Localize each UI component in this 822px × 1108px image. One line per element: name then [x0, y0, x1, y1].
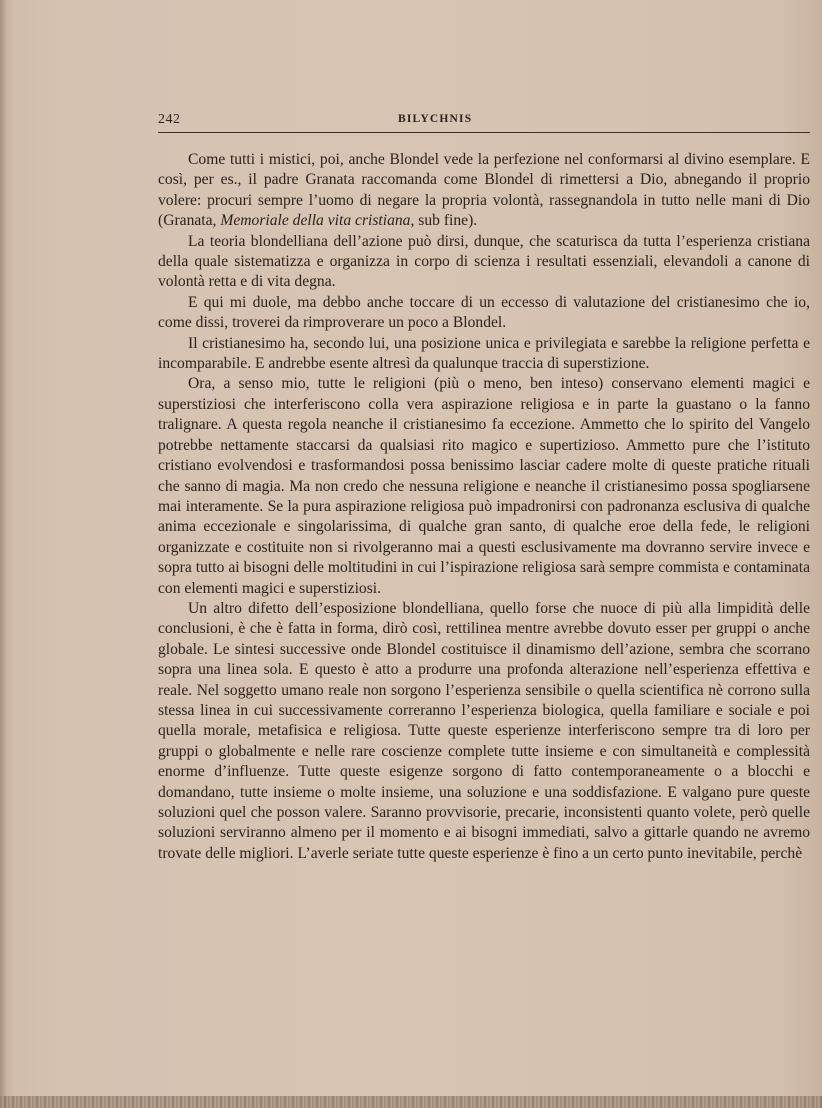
paragraph-6: Un altro difetto dell’esposizione blondelliana, quello forse che nuoce di più alla limpidità delle conclusioni, è che è fatta in forma, dirò così, rettilinea mentre avrebbe dovuto esser per gruppi o anche globale. Le sintesi successive onde Blondel costituisce il dinamismo dell’azione, sembra che scorrano sopra una linea sola. E questo è atto a produrre una profonda alterazione nell’esperienza effettiva e reale. Nel soggetto umano reale non sorgono l’esperienza sensibile o quella scientifica nè corrono sulla stessa linea in cui successivamente correranno l’esperienza biologica, quella familiare e sociale e poi quella morale, metafisica e religiosa. Tutte queste esperienze interferiscono sempre tra di loro per gruppi o globalmente e nelle rare coscienze complete tutte insieme e con simultaneità e complessità enorme d’influenze. Tutte queste esigenze sorgono di fatto contemporaneamente o a blocchi e domandano, tutte insieme o molte insieme, una soluzione e una soddisfazione. E valgano pure queste soluzioni quel che posson valere. Saranno provvisorie, precarie, inconsistenti quanto volete, però quelle soluzioni serviranno almeno per il momento e ai bisogni immediati, salvo a gittarle quando ne avremo trovate delle migliori. L’averle seriate tutte queste esperienze è fino a un certo punto inevitabile, perchè	[158, 599, 810, 862]
paragraph-3: E qui mi duole, ma debbo anche toccare di un eccesso di valutazione del cristianesimo che io, come dissi, troverei da rimproverare un poco a Blondel.	[158, 293, 810, 332]
paragraph-1-text-b: , sub fine).	[410, 212, 478, 230]
page-bottom-edge	[0, 1096, 822, 1108]
paragraph-4: Il cristianesimo ha, secondo lui, una posizione unica e privilegiata e sarebbe la religione perfetta e incomparabile. E andrebbe esente altresì da qualunque traccia di superstizione.	[158, 334, 810, 373]
paragraph-1-text-a: Come tutti i mistici, poi, anche Blondel vede la perfezione nel conformarsi al divino esemplare. E così, per es., il padre Granata raccomanda come Blondel di rimettersi a Dio, abnegando il proprio volere: procuri sempre l’uomo di negare la propria volontà, rassegnandola in tutto nelle mani di Dio (Granata,	[158, 151, 810, 230]
article-body	[158, 150, 810, 864]
running-header	[158, 112, 810, 134]
paragraph-2: La teoria blondelliana dell’azione può dirsi, dunque, che scaturisca da tutta l’esperienza cristiana della quale sistematizza e organizza in corpo di scienza i resultati essenziali, elevandoli a canone di volontà retta e di vita degna.	[158, 232, 810, 291]
header-rule	[158, 132, 810, 133]
journal-title: BILYCHNIS	[398, 113, 473, 125]
paragraph-1	[158, 150, 810, 232]
paragraph-5: Ora, a senso mio, tutte le religioni (più o meno, ben inteso) conservano elementi magici e superstiziosi che interferiscono colla vera aspirazione religiosa e in parte la guastano o la fanno tralignare. A questa regola neanche il cristianesimo fa eccezione. Ammetto che lo spirito del Vangelo potrebbe nettamente staccarsi da qualsiasi rito magico e supertizioso. Ammetto pure che l’istituto cristiano evolvendosi e trasformandosi possa benissimo lasciar cadere molte di queste pratiche rituali che sanno di magia. Ma non credo che nessuna religione e neanche il cristianesimo possa spogliarsene mai interamente. Se la pura aspirazione religiosa può impadronirsi con padronanza esclusiva di qualche anima eccezionale e singolarissima, di qualche gran santo, di qualche eroe della fede, le religioni organizzate e costituite non si rivolgeranno mai a questi esclusivamente ma dovranno servire invece e sopra tutto ai bisogni delle moltitudini in cui l’ispirazione religiosa sarà sempre commista e contaminata con elementi magici e superstiziosi.	[158, 375, 810, 597]
page-left-edge	[0, 0, 6, 1108]
page-number: 242	[158, 112, 181, 127]
paragraph-1-book-title: Memoriale della vita cristiana	[220, 212, 411, 230]
